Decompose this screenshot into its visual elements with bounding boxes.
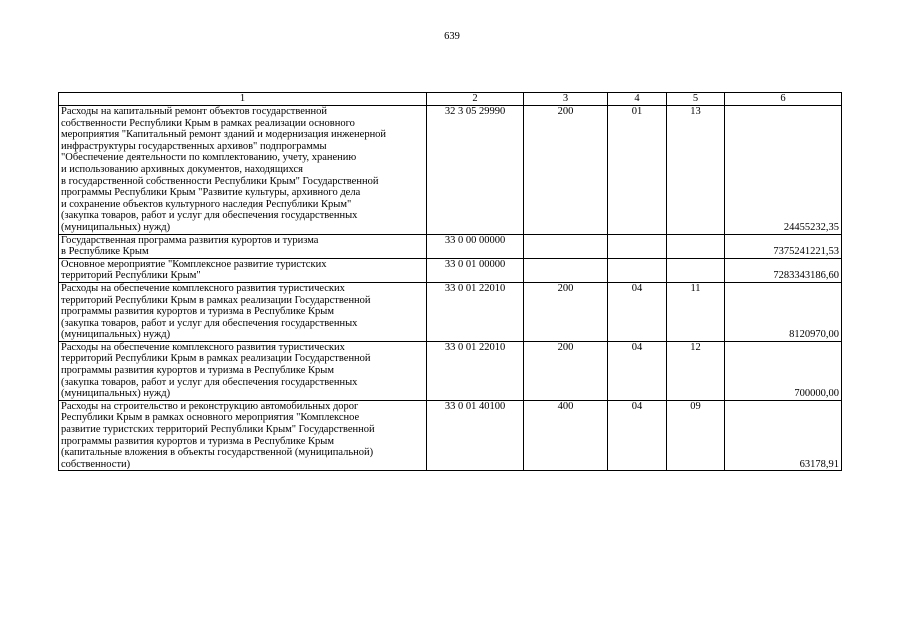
row-description: Расходы на обеспечение комплексного развития туристических территорий Республики Крым в рамках реализации Государственной программы развития курортов и туризма в Республике Крым (закупка товаров, работ и услуг для обеспечения государственных (муниципальных) нужд) <box>59 341 427 400</box>
target-article-code: 32 3 05 29990 <box>427 106 524 235</box>
subsection-code: 12 <box>667 341 725 400</box>
target-article-code: 33 0 00 00000 <box>427 234 524 258</box>
row-description: Государственная программа развития курортов и туризма в Республике Крым <box>59 234 427 258</box>
amount: 24455232,35 <box>725 106 842 235</box>
table-row <box>59 106 842 235</box>
subsection-code <box>667 258 725 282</box>
row-description: Основное мероприятие "Комплексное развитие туристских территорий Республики Крым" <box>59 258 427 282</box>
expense-type-code <box>524 234 608 258</box>
table-row <box>59 234 842 258</box>
column-header-4: 4 <box>608 93 667 106</box>
target-article-code: 33 0 01 00000 <box>427 258 524 282</box>
table-row <box>59 341 842 400</box>
subsection-code: 11 <box>667 282 725 341</box>
target-article-code: 33 0 01 40100 <box>427 400 524 471</box>
budget-table <box>58 92 842 471</box>
section-code: 04 <box>608 341 667 400</box>
amount: 7375241221,53 <box>725 234 842 258</box>
column-header-2: 2 <box>427 93 524 106</box>
section-code: 01 <box>608 106 667 235</box>
table-row <box>59 400 842 471</box>
subsection-code: 09 <box>667 400 725 471</box>
amount: 63178,91 <box>725 400 842 471</box>
expense-type-code: 200 <box>524 106 608 235</box>
expense-type-code: 400 <box>524 400 608 471</box>
table-row <box>59 258 842 282</box>
amount: 700000,00 <box>725 341 842 400</box>
table-row <box>59 282 842 341</box>
expense-type-code: 200 <box>524 341 608 400</box>
expense-type-code: 200 <box>524 282 608 341</box>
expense-type-code <box>524 258 608 282</box>
row-description: Расходы на строительство и реконструкцию автомобильных дорог Республики Крым в рамках основного мероприятия "Комплексное развитие туристских территорий Республики Крым" Государственной программы развития курортов и туризма в Республике Крым (капитальные вложения в объекты государственной (муниципальной) собственности) <box>59 400 427 471</box>
section-code: 04 <box>608 400 667 471</box>
column-header-1: 1 <box>59 93 427 106</box>
subsection-code: 13 <box>667 106 725 235</box>
amount: 8120970,00 <box>725 282 842 341</box>
target-article-code: 33 0 01 22010 <box>427 282 524 341</box>
header-row <box>59 93 842 106</box>
column-header-6: 6 <box>725 93 842 106</box>
page-number: 639 <box>444 31 460 42</box>
column-header-5: 5 <box>667 93 725 106</box>
section-code <box>608 258 667 282</box>
row-description: Расходы на обеспечение комплексного развития туристических территорий Республики Крым в рамках реализации Государственной программы развития курортов и туризма в Республике Крым (закупка товаров, работ и услуг для обеспечения государственных (муниципальных) нужд) <box>59 282 427 341</box>
target-article-code: 33 0 01 22010 <box>427 341 524 400</box>
row-description: Расходы на капитальный ремонт объектов государственной собственности Республики Крым в рамках реализации основного мероприятия "Капитальный ремонт зданий и модернизация инженерной инфраструктуры государственных архивов" подпрограммы "Обеспечение деятельности по комплектованию, учету, хранению и использованию архивных документов, находящихся в государственной собственности Республики Крым" Государственной программы Республики Крым "Развитие культуры, архивного дела и сохранение объектов культурного наследия Республики Крым" (закупка товаров, работ и услуг для обеспечения государственных (муниципальных) нужд) <box>59 106 427 235</box>
section-code: 04 <box>608 282 667 341</box>
amount: 7283343186,60 <box>725 258 842 282</box>
section-code <box>608 234 667 258</box>
column-header-3: 3 <box>524 93 608 106</box>
subsection-code <box>667 234 725 258</box>
